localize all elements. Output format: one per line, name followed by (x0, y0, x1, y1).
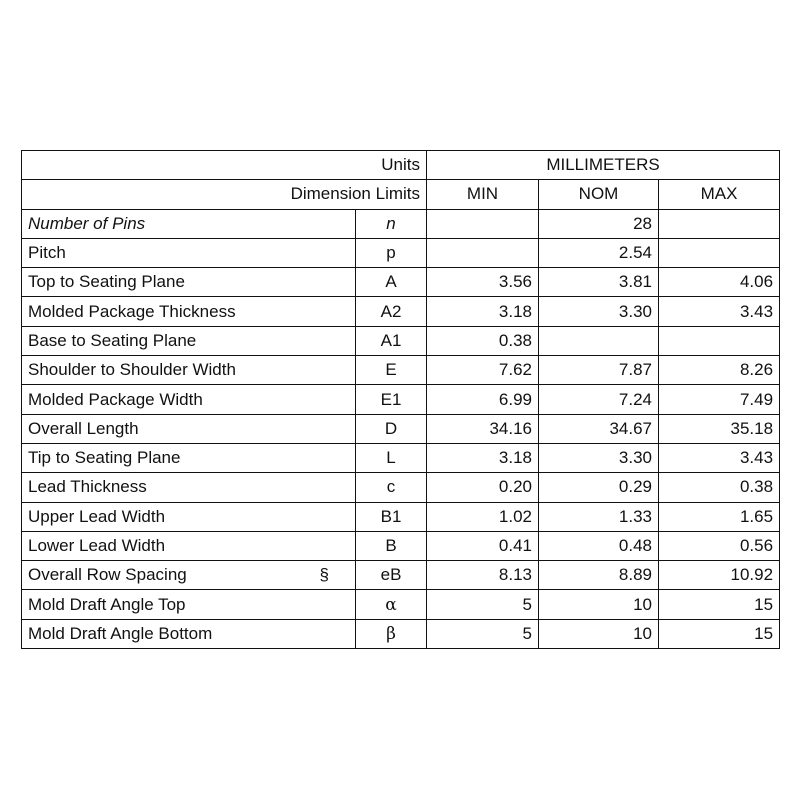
dimension-name-text: Tip to Seating Plane (28, 448, 181, 468)
dimension-symbol: c (356, 473, 427, 502)
value-nom: 0.29 (539, 473, 659, 502)
value-min: 0.41 (427, 531, 539, 560)
table-row (22, 238, 780, 267)
dimension-name-text: Shoulder to Shoulder Width (28, 360, 236, 380)
value-min: 0.38 (427, 326, 539, 355)
dimension-symbol: A2 (356, 297, 427, 326)
value-max (659, 209, 780, 238)
dimension-symbol: p (356, 238, 427, 267)
value-nom (539, 326, 659, 355)
dimension-name (22, 297, 356, 326)
dimension-name (22, 502, 356, 531)
dimension-name-text: Molded Package Width (28, 389, 203, 409)
value-min: 0.20 (427, 473, 539, 502)
table-row (22, 356, 780, 385)
value-max: 7.49 (659, 385, 780, 414)
dimension-note-mark: § (319, 565, 329, 585)
dimension-symbol: B1 (356, 502, 427, 531)
value-max: 0.56 (659, 531, 780, 560)
value-min (427, 209, 539, 238)
table-row (22, 531, 780, 560)
value-max: 8.26 (659, 356, 780, 385)
table-row (22, 268, 780, 297)
table-row (22, 297, 780, 326)
dimension-name-text: Lower Lead Width (28, 536, 166, 555)
dimension-limits-label: Dimension Limits (22, 180, 427, 209)
value-nom: 28 (539, 209, 659, 238)
dimension-name-text: Molded Package Thickness (28, 301, 236, 321)
value-max: 15 (659, 619, 780, 648)
table-row (22, 590, 780, 619)
header-row-units (22, 151, 780, 180)
value-min: 1.02 (427, 502, 539, 531)
value-nom: 3.30 (539, 297, 659, 326)
dimensions-table (21, 150, 780, 649)
dimension-name (22, 473, 356, 502)
value-max: 3.43 (659, 443, 780, 472)
units-label: Units (22, 151, 427, 180)
value-min: 7.62 (427, 356, 539, 385)
value-min: 3.56 (427, 268, 539, 297)
dimension-symbol: E1 (356, 385, 427, 414)
table-row (22, 619, 780, 648)
dimension-symbol: A (356, 268, 427, 297)
dimension-name (22, 531, 356, 560)
dimension-name-text: Pitch (28, 243, 66, 263)
dimension-symbol: D (356, 414, 427, 443)
dimension-name-text: Top to Seating Plane (28, 272, 185, 292)
value-min: 3.18 (427, 443, 539, 472)
value-max: 15 (659, 590, 780, 619)
dimension-symbol: eB (356, 561, 427, 590)
table-row (22, 414, 780, 443)
table-row (22, 473, 780, 502)
dimension-name-text: Overall Length (28, 418, 139, 438)
value-max (659, 326, 780, 355)
dimension-name (22, 385, 356, 414)
value-max: 4.06 (659, 268, 780, 297)
value-max: 3.43 (659, 297, 780, 326)
value-min: 34.16 (427, 414, 539, 443)
table-row (22, 209, 780, 238)
value-min (427, 238, 539, 267)
dimension-symbol: A1 (356, 326, 427, 355)
table-row (22, 385, 780, 414)
dimension-symbol: E (356, 356, 427, 385)
value-nom: 7.24 (539, 385, 659, 414)
value-max: 1.65 (659, 502, 780, 531)
dimension-name (22, 238, 356, 267)
table-row (22, 326, 780, 355)
dimension-symbol: B (356, 531, 427, 560)
dimension-name-text: Base to Seating Plane (28, 330, 197, 350)
value-max (659, 238, 780, 267)
value-nom: 3.30 (539, 443, 659, 472)
nom-column-header: NOM (539, 180, 659, 209)
dimension-name (22, 590, 356, 619)
table-row (22, 443, 780, 472)
value-max: 10.92 (659, 561, 780, 590)
dimension-name-text: Upper Lead Width (28, 506, 166, 526)
dimension-symbol: β (356, 619, 427, 648)
dimension-name (22, 619, 356, 648)
value-min: 5 (427, 590, 539, 619)
value-nom: 3.81 (539, 268, 659, 297)
dimension-name (22, 356, 356, 385)
table-row (22, 561, 780, 590)
dimension-symbol: L (356, 443, 427, 472)
dimensions-table-body (22, 151, 780, 649)
value-nom: 1.33 (539, 502, 659, 531)
value-nom: 2.54 (539, 238, 659, 267)
value-nom: 0.48 (539, 531, 659, 560)
value-max: 35.18 (659, 414, 780, 443)
value-min: 6.99 (427, 385, 539, 414)
units-value: MILLIMETERS (427, 151, 780, 180)
dimension-symbol: n (356, 209, 427, 238)
dimension-name (22, 414, 356, 443)
dimension-name (22, 326, 356, 355)
value-min: 8.13 (427, 561, 539, 590)
dimension-name-text: Mold Draft Angle Bottom (28, 623, 213, 643)
table-row (22, 502, 780, 531)
value-min: 3.18 (427, 297, 539, 326)
value-nom: 10 (539, 590, 659, 619)
dimension-name (22, 268, 356, 297)
value-nom: 8.89 (539, 561, 659, 590)
value-nom: 10 (539, 619, 659, 648)
dimension-name-text: Lead Thickness (28, 477, 147, 497)
dimension-name-text: Number of Pins (28, 213, 146, 233)
dimension-symbol: α (356, 590, 427, 619)
value-nom: 7.87 (539, 356, 659, 385)
dimension-name (22, 561, 356, 590)
value-nom: 34.67 (539, 414, 659, 443)
dimension-name-text: Mold Draft Angle Top (28, 594, 186, 614)
dimension-name-text: Overall Row Spacing (28, 565, 187, 585)
max-column-header: MAX (659, 180, 780, 209)
value-min: 5 (427, 619, 539, 648)
header-row-limits (22, 180, 780, 209)
min-column-header: MIN (427, 180, 539, 209)
dimension-name (22, 209, 356, 238)
value-max: 0.38 (659, 473, 780, 502)
dimension-name (22, 443, 356, 472)
